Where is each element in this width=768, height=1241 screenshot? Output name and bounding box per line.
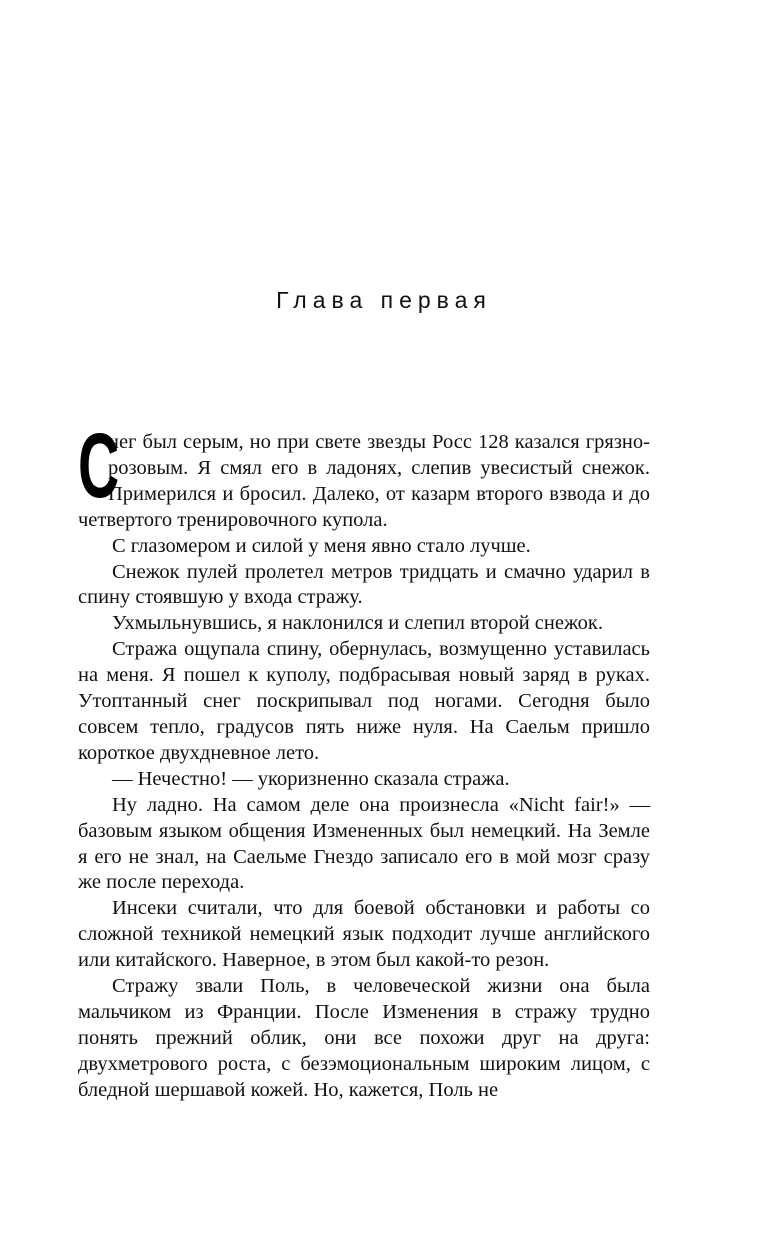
chapter-text [78, 415, 650, 1104]
paragraph: — Нечестно! — укоризненно сказала стража. [112, 767, 510, 790]
paragraph: Ухмыльнувшись, я наклонился и слепил второй снежок. [112, 612, 603, 635]
paragraph: Инсеки считали, что для боевой обстановки и работы со сложной техникой немецкий язык подходит лучше английского или китайского. Наверное, в этом был какой-то резон. [78, 897, 650, 972]
chapter-title: Глава первая [276, 287, 492, 313]
paragraph: С глазомером и силой у меня явно стало лучше. [112, 534, 531, 557]
drop-cap: С [78, 415, 120, 517]
paragraph: Ну ладно. На самом деле она произнесла «Nicht fair!» — базовым языком общения Измененных был немецкий. На Земле я его не знал, на Саельме Гнездо записало его в мой мозг сразу же после перехода. [78, 793, 650, 894]
paragraph: Стражу звали Поль, в человеческой жизни она была мальчиком из Франции. После Изменения в стражу трудно понять прежний облик, они все похожи друг на друга: двухметрового роста, с безэмоциональным широким лицом, с бледной шершавой кожей. Но, кажется, Поль не [78, 975, 650, 1101]
paragraph-text: нег был серым, но при свете звезды Росс 128 казался грязно-розовым. Я смял его в ладонях, слепив увесистый снежок. Примерился и бросил. Далеко, от казарм второго взвода и до четвертого тренировочного купола. [78, 431, 650, 531]
paragraph: Снежок пулей пролетел метров тридцать и смачно ударил в спину стоявшую у входа стражу. [78, 560, 650, 609]
paragraph [78, 415, 650, 534]
paragraph: Стража ощупала спину, обернулась, возмущенно уставилась на меня. Я пошел к куполу, подбрасывая новый заряд в руках. Утоптанный снег поскрипывал под ногами. Сегодня было совсем тепло, градусов пять ниже нуля. На Саельм пришло короткое двухдневное лето. [78, 638, 650, 764]
